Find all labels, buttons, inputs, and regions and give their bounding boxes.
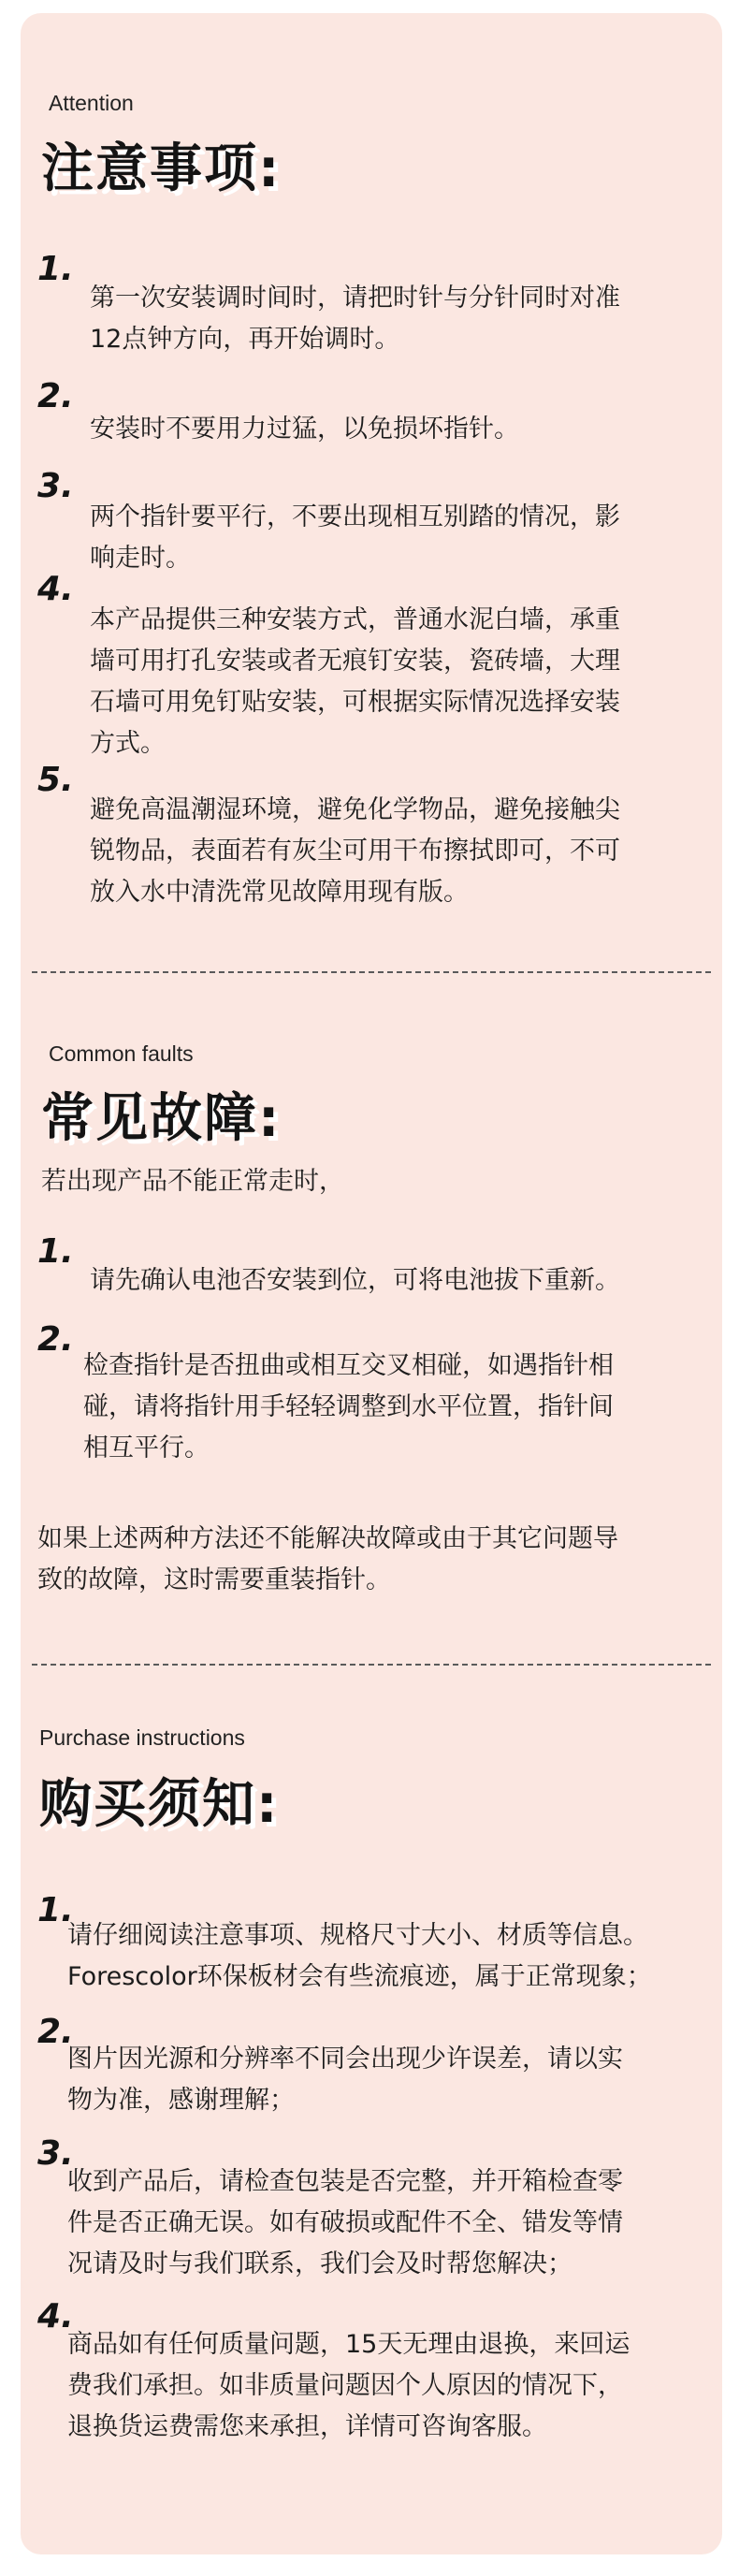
faults-title: 常见故障: bbox=[41, 1088, 282, 1149]
attention-item-2-number: 2. bbox=[37, 377, 74, 415]
attention-item-1-number: 1. bbox=[37, 250, 74, 288]
section-divider bbox=[32, 971, 711, 973]
attention-item-4-text: 本产品提供三种安装方式，普通水泥白墙，承重 墙可用打孔安装或者无痕钉安装，瓷砖墙，大理 石墙可用免钉贴安装，可根据实际情况选择安装 方式。 bbox=[90, 605, 620, 758]
purchase-title: 购买须知: bbox=[39, 1774, 280, 1835]
faults-item-1-text: 请先确认电池否安装到位，可将电池拔下重新。 bbox=[90, 1266, 620, 1295]
faults-item-2-text: 检查指针是否扭曲或相互交叉相碰，如遇指针相 碰，请将指针用手轻轻调整到水平位置，指针间 相互平行。 bbox=[83, 1351, 614, 1463]
purchase-item-1-number: 1. bbox=[37, 1891, 74, 1929]
purchase-item-2-text: 图片因光源和分辨率不同会出现少许误差，请以实 物为准，感谢理解； bbox=[67, 2045, 623, 2115]
faults-outro: 如果上述两种方法还不能解决故障或由于其它问题导 致的故障，这时需要重装指针。 bbox=[37, 1524, 618, 1594]
attention-title: 注意事项: bbox=[41, 138, 282, 199]
section-divider bbox=[32, 1664, 711, 1666]
faults-item-2-number: 2. bbox=[37, 1320, 74, 1359]
purchase-item-4-number: 4. bbox=[37, 2297, 74, 2336]
attention-item-1-text: 第一次安装调时间时，请把时针与分针同时对准 12点钟方向，再开始调时。 bbox=[90, 284, 620, 354]
purchase-item-3-text: 收到产品后，请检查包装是否完整，并开箱检查零 件是否正确无误。如有破损或配件不全、错发等情 况请及时与我们联系，我们会及时帮您解决； bbox=[67, 2167, 623, 2278]
faults-subtitle: Common faults bbox=[49, 1041, 194, 1066]
attention-item-2-text: 安装时不要用力过猛，以免损坏指针。 bbox=[90, 415, 519, 444]
purchase-item-4-text: 商品如有任何质量问题，15天无理由退换，来回运 费我们承担。如非质量问题因个人原因的情况下， 退换货运费需您来承担，详情可咨询客服。 bbox=[67, 2330, 630, 2441]
attention-subtitle: Attention bbox=[49, 91, 134, 115]
purchase-subtitle: Purchase instructions bbox=[39, 1725, 245, 1750]
info-card bbox=[21, 13, 722, 2554]
attention-item-3-text: 两个指针要平行，不要出现相互别踏的情况，影 响走时。 bbox=[90, 502, 620, 573]
attention-item-4-number: 4. bbox=[37, 570, 74, 608]
attention-item-5-text: 避免高温潮湿环境，避免化学物品，避免接触尖 锐物品，表面若有灰尘可用干布擦拭即可，不可 放入水中清洗常见故障用现有版。 bbox=[90, 795, 620, 907]
attention-item-3-number: 3. bbox=[37, 467, 74, 505]
faults-intro: 若出现产品不能正常走时， bbox=[41, 1167, 344, 1196]
purchase-item-1-text: 请仔细阅读注意事项、规格尺寸大小、材质等信息。 Forescolor环保板材会有些流痕迹，属于正常现象； bbox=[67, 1921, 652, 1991]
purchase-item-2-number: 2. bbox=[37, 2013, 74, 2051]
purchase-item-3-number: 3. bbox=[37, 2134, 74, 2173]
faults-item-1-number: 1. bbox=[37, 1232, 74, 1271]
attention-item-5-number: 5. bbox=[37, 761, 74, 799]
